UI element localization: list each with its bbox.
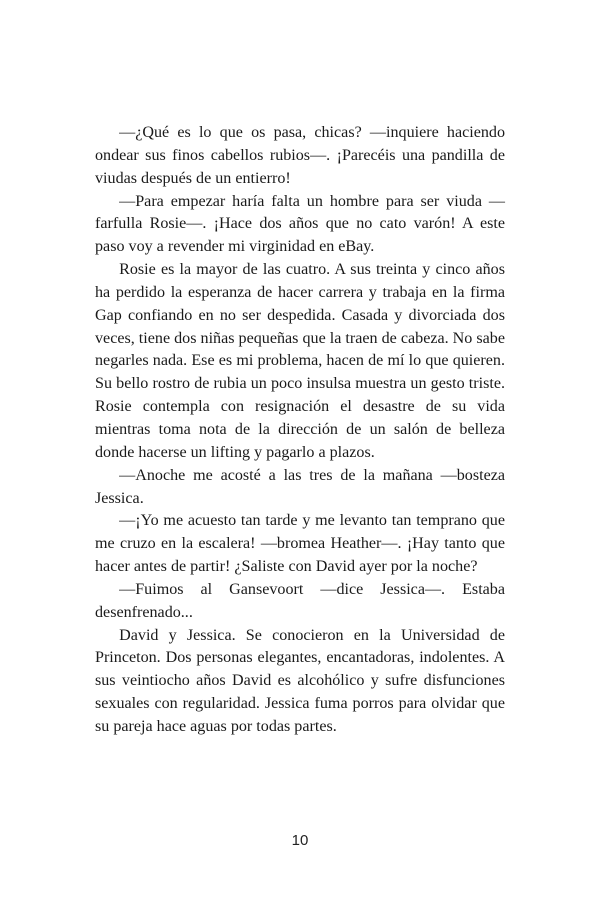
paragraph: —Anoche me acosté a las tres de la mañana —bosteza Jessica. [95,466,505,507]
page-number: 10 [291,832,309,849]
paragraph: —Para empezar haría falta un hombre para ser viuda —farfulla Rosie—. ¡Hace dos años que no cato varón! A este paso voy a revender mi virginidad en eBay. [95,192,505,256]
paragraph: —Fuimos al Gansevoort —dice Jessica—. Estaba desenfrenado... [95,580,505,621]
paragraph: —¿Qué es lo que os pasa, chicas? —inquiere haciendo ondear sus finos cabellos rubios—. ¡Parecéis una pandilla de viudas después de un entierro! [95,124,505,187]
paragraph: Rosie es la mayor de las cuatro. A sus treinta y cinco años ha perdido la esperanza de hacer carrera y trabaja en la firma Gap confiando en no ser despedida. Casada y divorciada dos veces, tiene dos niñas pequeñas que la traen de cabeza. No sabe negarles nada. Ese es mi problema, hacen de mí lo que quieren. Su bello rostro de rubia un poco insulsa muestra un gesto triste. Rosie contempla con resignación el desastre de su vida mientras toma nota de la dirección de un salón de belleza donde hacerse un lifting y pagarlo a plazos. [95,261,505,461]
paragraph: David y Jessica. Se conocieron en la Universidad de Princeton. Dos personas elegantes, encantadoras, indolentes. A sus veintiocho años David es alcohólico y sufre disfunciones sexuales con regularidad. Jessica fuma porros para olvidar que su pareja hace aguas por todas partes. [95,626,505,735]
body-text [95,122,505,739]
paragraph: —¡Yo me acuesto tan tarde y me levanto tan temprano que me cruzo en la escalera! —bromea Heather—. ¡Hay tanto que hacer antes de partir! ¿Saliste con David ayer por la noche? [95,512,505,576]
